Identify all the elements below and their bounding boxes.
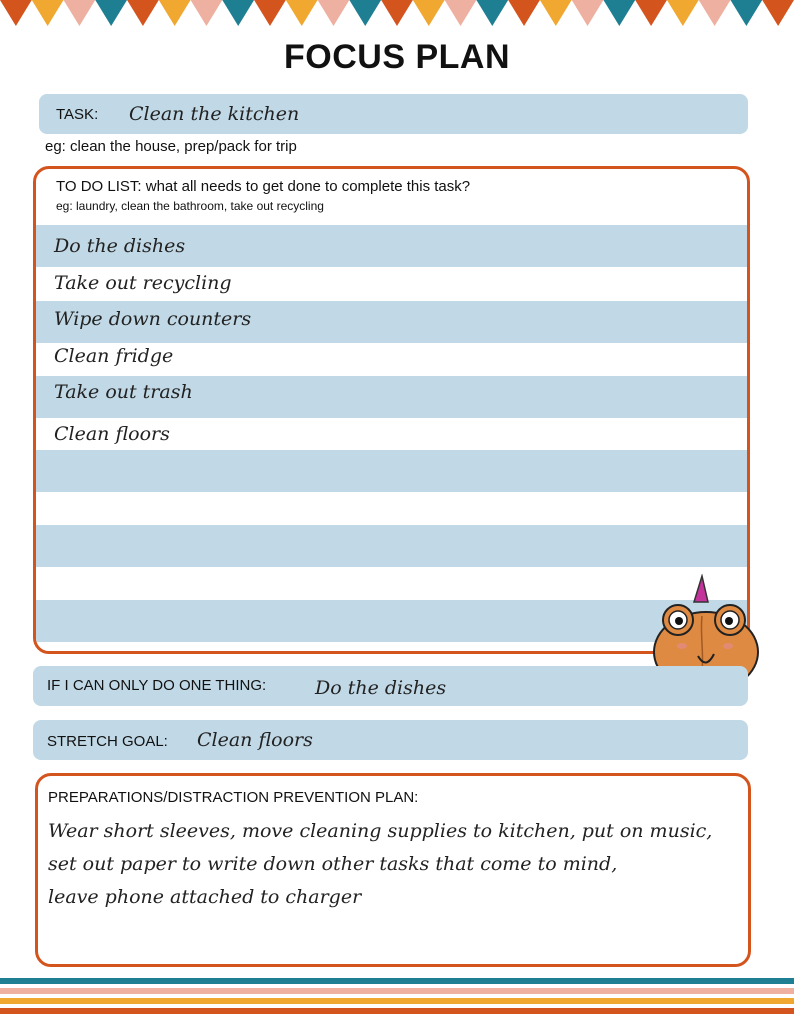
bunting-flag [286, 0, 318, 26]
todo-item-text: Clean fridge [54, 345, 174, 367]
bunting-flag [0, 0, 32, 26]
prep-plan-box [35, 773, 751, 967]
stripe-orange [0, 1008, 794, 1014]
bunting-flag [32, 0, 64, 26]
bunting-flag [508, 0, 540, 26]
bunting-flag [635, 0, 667, 26]
bottom-stripes [0, 978, 794, 1018]
todo-row[interactable] [36, 492, 747, 525]
todo-item-text: Take out recycling [54, 272, 232, 294]
bunting-flag [445, 0, 477, 26]
todo-item-text: Clean floors [54, 423, 170, 445]
todo-item-text: Take out trash [54, 381, 193, 403]
bunting-flag [191, 0, 223, 26]
bunting-flag [667, 0, 699, 26]
bunting-flag [349, 0, 381, 26]
stripe-teal [0, 978, 794, 984]
bunting-flag [254, 0, 286, 26]
prep-line[interactable]: leave phone attached to charger [48, 886, 362, 908]
todo-item-text: Wipe down counters [54, 308, 252, 330]
todo-list-box [33, 166, 750, 654]
one-thing-value[interactable]: Do the dishes [315, 677, 447, 699]
bunting-flag [730, 0, 762, 26]
todo-row[interactable] [36, 567, 747, 600]
bunting-flag [95, 0, 127, 26]
bunting-flag [476, 0, 508, 26]
task-example: eg: clean the house, prep/pack for trip [45, 138, 297, 155]
task-label: TASK: [56, 106, 99, 123]
bunting-flag [762, 0, 794, 26]
todo-row[interactable] [36, 525, 747, 567]
stretch-goal-value[interactable]: Clean floors [197, 729, 313, 751]
task-bar [39, 94, 748, 134]
page-title: FOCUS PLAN [284, 38, 510, 76]
todo-row[interactable] [36, 600, 747, 642]
bunting-flag [64, 0, 96, 26]
todo-item-text: Do the dishes [54, 235, 186, 257]
stripe-gold [0, 998, 794, 1004]
todo-example: eg: laundry, clean the bathroom, take out recycling [56, 199, 324, 213]
bunting-flag [381, 0, 413, 26]
bunting-banner [0, 0, 794, 30]
bunting-flag [603, 0, 635, 26]
bunting-flag [318, 0, 350, 26]
prep-line[interactable]: set out paper to write down other tasks that come to mind, [48, 853, 618, 875]
bunting-flag [572, 0, 604, 26]
bunting-flag [159, 0, 191, 26]
bunting-flag [699, 0, 731, 26]
one-thing-bar [33, 666, 748, 706]
stretch-goal-bar [33, 720, 748, 760]
prep-line[interactable]: Wear short sleeves, move cleaning supplies to kitchen, put on music, [48, 820, 713, 842]
todo-row[interactable] [36, 450, 747, 492]
bunting-flag [540, 0, 572, 26]
task-value[interactable]: Clean the kitchen [129, 103, 300, 125]
stretch-goal-label: STRETCH GOAL: [47, 733, 168, 750]
todo-heading: TO DO LIST: what all needs to get done to complete this task? [56, 178, 471, 195]
bunting-flag [222, 0, 254, 26]
one-thing-label: IF I CAN ONLY DO ONE THING: [47, 677, 267, 694]
bunting-flag [127, 0, 159, 26]
stripe-pink [0, 988, 794, 994]
bunting-flag [413, 0, 445, 26]
prep-heading: PREPARATIONS/DISTRACTION PREVENTION PLAN: [48, 789, 419, 806]
